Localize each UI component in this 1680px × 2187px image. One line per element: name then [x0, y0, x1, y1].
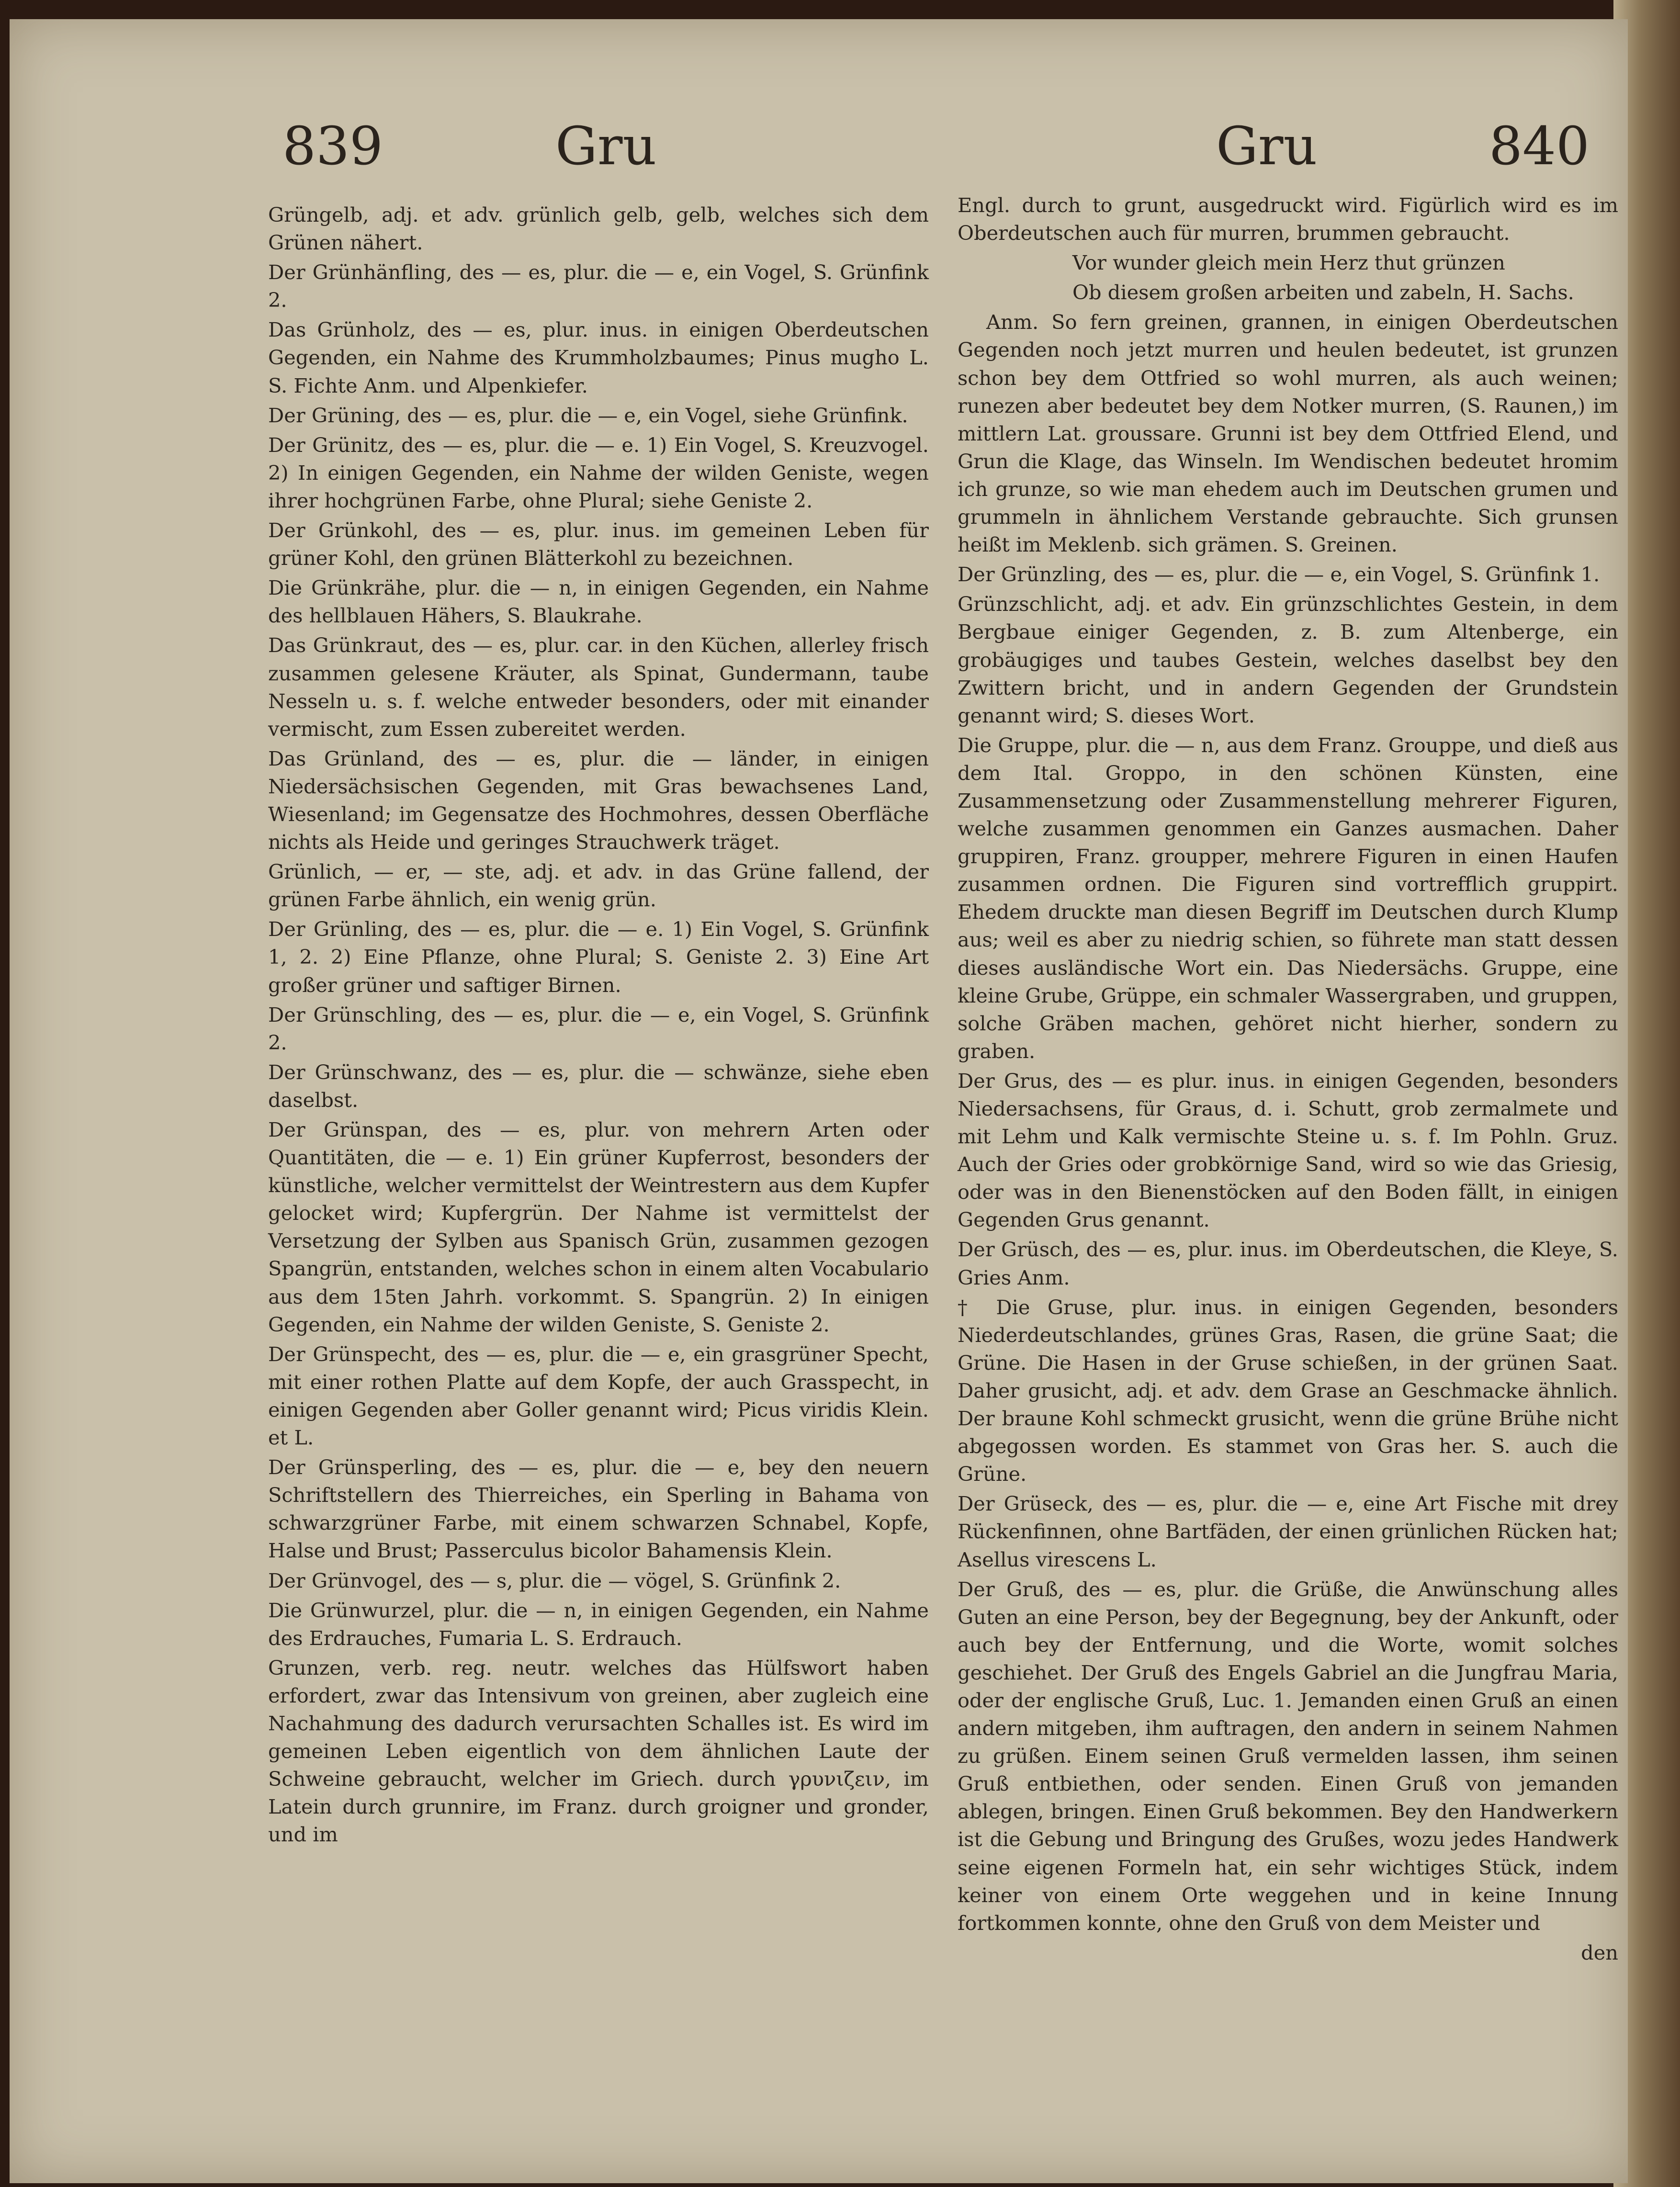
left-column — [268, 201, 929, 1905]
entry-gruenzling: Der Grünzling, des — es, plur. die — e, ein Vogel, S. Grünfink 1. — [958, 563, 1600, 586]
entry-gruesch: Der Grüsch, des — es, plur. inus. im Oberdeutschen, die Kleye, S. Gries Anm. — [958, 1238, 1618, 1289]
entry-gruenzschlicht: Grünzschlicht, adj. et adv. Ein grünzschlichtes Gestein, in dem Bergbaue einiger Gegenden, z. B. zum Altenberge, ein grobäugiges und taubes Gestein, welches daselbst bey den Zwittern bricht, und in andern Gegenden der Grundstein genannt wird; S. dieses Wort. — [958, 592, 1618, 727]
quote-line-2: Ob diesem großen arbeiten und zabeln, H. Sachs. — [1072, 281, 1574, 304]
entry-gruenschling: Der Grünschling, des — es, plur. die — e, ein Vogel, S. Grünfink 2. — [268, 1003, 929, 1054]
entry-gruenspecht: Der Grünspecht, des — es, plur. die — e, ein grasgrüner Specht, mit einer rothen Platte auf dem Kopfe, der auch Grasspecht, in einigen Gegenden aber Goller genannt wird; Picus viridis Klein. et L. — [268, 1342, 929, 1450]
running-head-right: Gru — [1216, 115, 1318, 177]
entry-gruenitz: Der Grünitz, des — es, plur. die — e. 1) Ein Vogel, S. Kreuzvogel. 2) In einigen Gegenden, ein Nahme der wilden Geniste, wegen ihrer hochgrünen Farbe, ohne Plural; siehe Geniste 2. — [268, 433, 929, 512]
entry-gruse: † Die Gruse, plur. inus. in einigen Gegenden, besonders Niederdeutschlandes, grünes Gras, Rasen, die grüne Saat; die Grüne. Die Hasen in der Gruse schießen, in der grünen Saat. Daher grusicht, adj. et adv. dem Grase an Geschmacke ähnlich. Der braune Kohl schmeckt grusicht, wenn die grüne Brühe nicht abgegossen worden. Es stammet von Gras her. S. auch die Grüne. — [958, 1295, 1618, 1486]
catchword: den — [1581, 1940, 1618, 1964]
page-number-left: 839 — [282, 115, 383, 177]
entry-gruenkraehe: Die Grünkrähe, plur. die — n, in einigen Gegenden, ein Nahme des hellblauen Hähers, S. Blaukrahe. — [268, 576, 929, 628]
entry-grus: Der Grus, des — es plur. inus. in einigen Gegenden, besonders Niedersachsens, für Graus, d. i. Schutt, grob zermalmete und mit Lehm und Kalk vermischte Steine u. s. f. Im Pohln. Gruz. Auch der Gries oder grobkörnige Sand, wird so wie das Griesig, oder was in den Bienenstöcken auf den Boden fällt, in einigen Gegenden Grus genannt. — [958, 1069, 1618, 1232]
entry-gruenlich: Grünlich, — er, — ste, adj. et adv. in das Grüne fallend, der grünen Farbe ähnlich, ein wenig grün. — [268, 860, 929, 912]
entry-gruenland: Das Grünland, des — es, plur. die — länder, in einigen Niedersächsischen Gegenden, mit Gras bewachsenes Land, Wiesenland; im Gegensatze des Hochmohres, dessen Oberfläche nichts als Heide und geringes Strauchwerk träget. — [268, 746, 929, 854]
entry-grueseck: Der Grüseck, des — es, plur. die — e, eine Art Fische mit drey Rückenfinnen, ohne Bartfäden, der einen grünlichen Rücken hat; Asellus virescens L. — [958, 1492, 1618, 1571]
entry-grunzen-continued: Engl. durch to grunt, ausgedruckt wird. Figürlich wird es im Oberdeutschen auch für murren, brummen gebraucht. — [958, 193, 1618, 245]
entry-gruensperling: Der Grünsperling, des — es, plur. die — e, bey den neuern Schriftstellern des Thierreiches, ein Sperling in Bahama von schwarzgrüner Farbe, mit einem schwarzen Schnabel, Kopfe, Halse und Brust; Passerculus bicolor Bahamensis Klein. — [268, 1455, 929, 1563]
entry-gruss: Der Gruß, des — es, plur. die Grüße, die Anwünschung alles Guten an eine Person, bey der Begegnung, bey der Ankunft, oder auch bey der Entfernung, und die Worte, womit solches geschiehet. Der Gruß des Engels Gabriel an die Jungfrau Maria, oder der englische Gruß, Luc. 1. Jemanden einen Gruß an einen andern mitgeben, ihm auftragen, den andern in seinem Nahmen zu grüßen. Einem seinen Gruß vermelden lassen, ihm seinen Gruß entbiethen, oder senden. Einen Gruß von jemanden ablegen, bringen. Einen Gruß bekommen. Bey den Handwerkern ist die Gebung und Bringung des Grußes, wozu jedes Handwerk seine eigenen Formeln hat, ein sehr wichtiges Stück, indem keiner von einem Orte weggehen und in keine Innung fortkommen konnte, ohne den Gruß von dem Meister und — [958, 1577, 1618, 1935]
entry-gruenkraut: Das Grünkraut, des — es, plur. car. in den Küchen, allerley frisch zusammen gelesene Kräuter, als Spinat, Gundermann, taube Nesseln u. s. f. welche entweder besonders, oder mit einander vermischt, zum Essen zubereitet werden. — [268, 633, 929, 741]
entry-gruenspan: Der Grünspan, des — es, plur. von mehrern Arten oder Quantitäten, die — e. 1) Ein grüner Kupferrost, besonders der künstliche, welcher vermittelst der Weintrestern aus dem Kupfer gelocket wird; Kupfergrün. Der Nahme ist vermittelst der Versetzung der Sylben aus Spanisch Grün, zusammen gezogen Spangrün, entstanden, welches schon in einem alten Vocabulario aus dem 15ten Jahrh. vorkommt. S. Spangrün. 2) In einigen Gegenden, ein Nahme der wilden Geniste, S. Geniste 2. — [268, 1118, 929, 1336]
entry-grunzen-note: Anm. So fern greinen, grannen, in einigen Oberdeutschen Gegenden noch jetzt murren und heulen bedeutet, ist grunzen schon bey dem Ottfried so wohl murren, als auch weinen; runezen aber bedeutet bey dem Notker murren, (S. Raunen,) im mittlern Lat. groussare. Grunni ist bey dem Ottfried Elend, und Grun die Klage, das Winseln. Im Wendischen bedeutet hromim ich grunze, so wie man ehedem auch im Deutschen grumen und grummeln in ähnlichem Verstande gebrauchte. Sich grunsen heißt im Meklenb. sich grämen. S. Greinen. — [958, 310, 1618, 557]
entry-grunzen: Grunzen, verb. reg. neutr. welches das Hülfswort haben erfordert, zwar das Intensivum von greinen, aber zugleich eine Nachahmung des dadurch verursachten Schalles ist. Es wird im gemeinen Leben eigentlich von dem ähnlichen Laute der Schweine gebraucht, welcher im Griech. durch γρυνιζειν, im Latein durch grunnire, im Franz. durch groigner und gronder, und im — [268, 1656, 929, 1847]
entry-gruenholz: Das Grünholz, des — es, plur. inus. in einigen Oberdeutschen Gegenden, ein Nahme des Krummholzbaumes; Pinus mugho L. S. Fichte Anm. und Alpenkiefer. — [268, 318, 929, 397]
entry-gruenschwanz: Der Grünschwanz, des — es, plur. die — schwänze, siehe eben daselbst. — [268, 1060, 929, 1112]
running-head-left: Gru — [555, 115, 657, 177]
entry-gruenhaenfling: Der Grünhänfling, des — es, plur. die — e, ein Vogel, S. Grünfink 2. — [268, 260, 929, 312]
entry-gruengelb: Grüngelb, adj. et adv. grünlich gelb, gelb, welches sich dem Grünen nähert. — [268, 203, 929, 255]
page-number-right: 840 — [1489, 115, 1590, 177]
entry-gruenvogel: Der Grünvogel, des — s, plur. die — vögel, S. Grünfink 2. — [268, 1568, 841, 1592]
entry-gruenwurzel: Die Grünwurzel, plur. die — n, in einigen Gegenden, ein Nahme des Erdrauches, Fumaria L. S. Erdrauch. — [268, 1598, 929, 1650]
quote-line-1: Vor wunder gleich mein Herz thut grünzen — [1072, 251, 1505, 275]
entry-gruppe: Die Gruppe, plur. die — n, aus dem Franz. Grouppe, und dieß aus dem Ital. Groppo, in den schönen Künsten, eine Zusammensetzung oder Zusammenstellung mehrerer Figuren, welche zusammen genommen ein Ganzes ausmachen. Daher gruppiren, Franz. groupper, mehrere Figuren in einen Haufen zusammen ordnen. Die Figuren sind vortrefflich gruppirt. Ehedem druckte man diesen Begriff im Deutschen durch Klump aus; weil es aber zu niedrig schien, so führete man statt dessen dieses ausländische Wort ein. Das Niedersächs. Gruppe, eine kleine Grube, Grüppe, ein schmaler Wassergraben, und gruppen, solche Gräben machen, gehöret nicht hierher, sondern zu graben. — [958, 733, 1618, 1063]
right-column — [958, 192, 1618, 1964]
entry-gruenling: Der Grünling, des — es, plur. die — e. 1) Ein Vogel, S. Grünfink 1, 2. 2) Eine Pflanze, ohne Plural; S. Geniste 2. 3) Eine Art großer grüner und saftiger Birnen. — [268, 917, 929, 997]
entry-gruenkohl: Der Grünkohl, des — es, plur. inus. im gemeinen Leben für grüner Kohl, den grünen Blätterkohl zu bezeichnen. — [268, 519, 929, 570]
entry-gruening: Der Grüning, des — es, plur. die — e, ein Vogel, siehe Grünfink. — [268, 403, 908, 427]
